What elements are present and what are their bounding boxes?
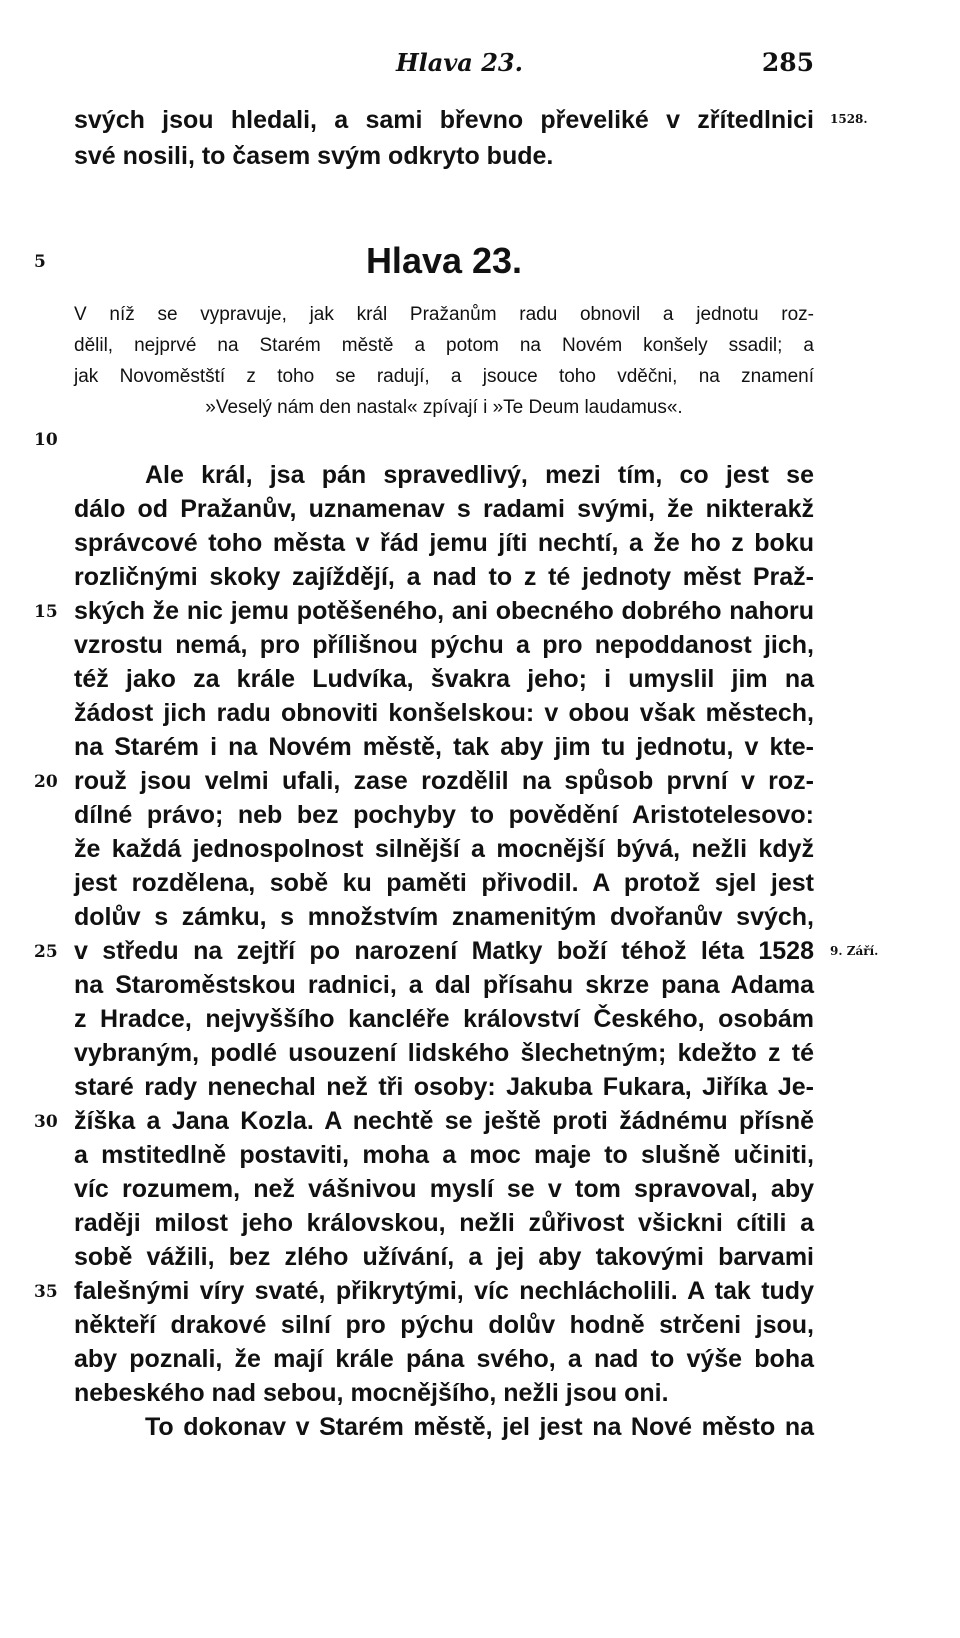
margin-note-year: 1528. <box>830 112 868 126</box>
running-head-title: Hlava 23. <box>396 48 523 77</box>
text-line: vybraným, podlé usouzení lidského šlechetným; kdežto z té <box>74 1039 814 1067</box>
text-line: nebeského nad sebou, mocnějšího, nežli jsou oni. <box>74 1379 669 1407</box>
summary-line: »Veselý nám den nastal« zpívají i »Te Deum laudamus«. <box>205 397 683 418</box>
line-number: 5 <box>34 252 46 272</box>
line-number: 20 <box>34 772 58 792</box>
summary-line: dělil, nejprvé na Starém městě a potom na Novém konšely ssadil; a <box>74 335 814 356</box>
text-line: žíška a Jana Kozla. A nechtě se ještě proti žádnému přísně <box>74 1107 814 1135</box>
summary-line: V níž se vypravuje, jak král Pražanům radu obnovil a jednotu roz- <box>74 304 814 325</box>
text-line: dolův s zámku, s množstvím znamenitým dvořanův svých, <box>74 903 814 931</box>
line-number: 15 <box>34 602 58 622</box>
text-line: že každá jednospolnost silnější a mocnější bývá, nežli když <box>74 835 814 863</box>
margin-note-date: 9. Září. <box>830 944 879 958</box>
text-line: a mstitedlně postaviti, moha a moc maje to slušně učiniti, <box>74 1141 814 1169</box>
chapter-heading: Hlava 23. <box>365 240 523 281</box>
text-line: správcové toho města v řád jemu jíti nechtí, a že ho z boku <box>74 529 814 557</box>
text-line: z Hradce, nejvyššího kancléře království Českého, osobám <box>74 1005 814 1033</box>
summary-line: jak Novoměstští z toho se radují, a jsouce toho vděčni, na znamení <box>74 366 814 387</box>
text-line: na Starém i na Novém městě, tak aby jim tu jednotu, v kte- <box>74 733 814 761</box>
page-number: 285 <box>761 48 814 77</box>
text-line: někteří drakové silní pro pýchu dolův hodně strčeni jsou, <box>74 1311 814 1339</box>
text-line: svých jsou hledali, a sami břevno převeliké v zřítedlnici <box>74 106 814 134</box>
text-line: raději milost jeho královskou, nežli zůřivost všickni cítili a <box>74 1209 814 1237</box>
running-head <box>74 48 814 82</box>
text-line: rouž jsou velmi ufali, zase rozdělil na spůsob první v roz- <box>74 767 814 795</box>
text-line: v středu na zejtří po narození Matky boží téhož léta 1528 <box>74 937 814 965</box>
text-line: dílné právo; neb bez pochyby to povědění Aristotelesovo: <box>74 801 814 829</box>
text-line: ských že nic jemu potěšeného, ani obecného dobrého nahoru <box>74 597 814 625</box>
text-line: též jako za krále Ludvíka, švakra jeho; i umyslil jim na <box>74 665 814 693</box>
line-number: 25 <box>34 942 58 962</box>
text-line: vzrostu nemá, pro přílišnou pýchu a pro nepoddanost jich, <box>74 631 814 659</box>
text-line: jest rozdělena, sobě ku paměti přivodil. A protož sjel jest <box>74 869 814 897</box>
text-line: dálo od Pražanův, uznamenav s radami svými, že nikterakž <box>74 495 814 523</box>
text-line: víc rozumem, než vášnivou myslí se v tom spravoval, aby <box>74 1175 814 1203</box>
text-line: falešnými víry svaté, přikrytými, víc nechlácholili. A tak tudy <box>74 1277 814 1305</box>
text-line: své nosili, to časem svým odkryto bude. <box>74 142 554 170</box>
text-line: To dokonav v Starém městě, jel jest na Nové město na <box>145 1413 814 1441</box>
text-line: aby poznali, že mají krále pána svého, a nad to výše boha <box>74 1345 814 1373</box>
text-line: sobě vážili, bez zlého užívání, a jej aby takovými barvami <box>74 1243 814 1271</box>
line-number: 30 <box>34 1112 58 1132</box>
text-line: staré rady nenechal než tři osoby: Jakuba Fukara, Jiříka Je- <box>74 1073 814 1101</box>
line-number: 35 <box>34 1282 58 1302</box>
line-number: 10 <box>34 430 58 450</box>
text-line: Ale král, jsa pán spravedlivý, mezi tím, co jest se <box>145 461 814 489</box>
text-line: žádost jich radu obnoviti konšelskou: v obou však městech, <box>74 699 814 727</box>
text-line: na Staroměstskou radnici, a dal přísahu skrze pana Adama <box>74 971 814 999</box>
text-line: rozličnými skoky zajíždějí, a nad to z té jednoty měst Praž- <box>74 563 814 591</box>
